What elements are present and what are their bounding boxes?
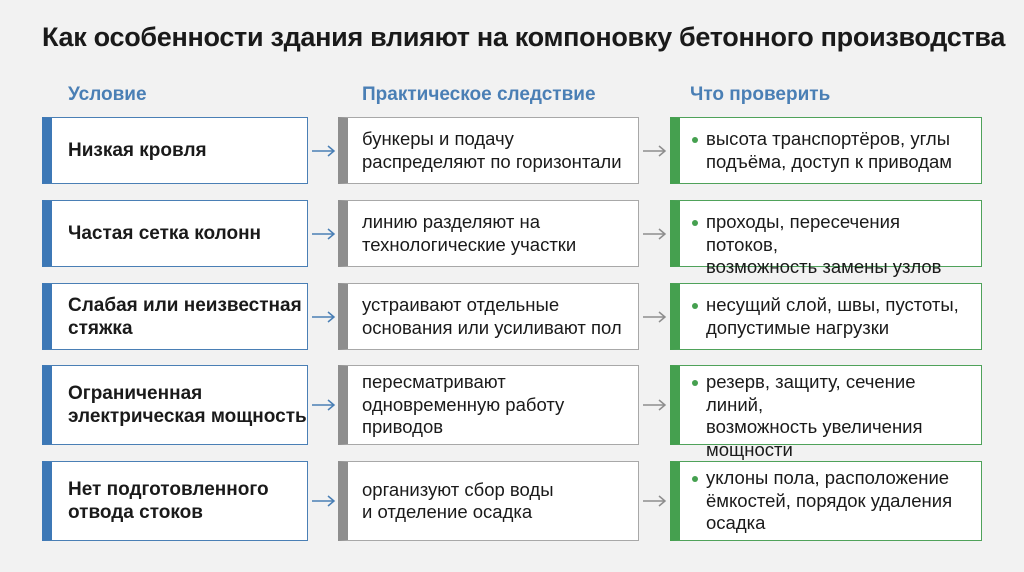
arrow-right-icon <box>642 226 668 242</box>
condition-card <box>42 283 308 350</box>
arrow-right-icon <box>311 397 337 413</box>
page-title: Как особенности здания влияют на компоновку бетонного производства <box>42 22 1006 52</box>
check-card <box>670 365 982 460</box>
check-text: несущий слой, швы, пустоты, допустимые нагрузки <box>706 294 959 338</box>
consequence-text: бункеры и подачу распределяют по горизонтали <box>362 128 622 172</box>
table-row <box>0 117 1024 184</box>
condition-text: Низкая кровля <box>68 140 207 161</box>
consequence-text: организуют сбор воды и отделение осадка <box>362 478 554 522</box>
bullet-icon <box>692 137 698 143</box>
consequence-text: пересматривают одновременную работу приводов <box>362 371 565 438</box>
table-row <box>0 200 1024 277</box>
condition-card <box>42 117 308 184</box>
arrow-right-icon <box>311 226 337 242</box>
table-row <box>0 365 1024 460</box>
bullet-icon <box>692 476 698 482</box>
condition-text: Слабая или неизвестная стяжка <box>68 294 302 339</box>
condition-text: Ограниченная электрическая мощность <box>68 383 307 427</box>
check-card <box>670 117 982 184</box>
arrow-right-icon <box>311 309 337 325</box>
check-card <box>670 283 982 350</box>
check-text: высота транспортёров, углы подъёма, доступ к приводам <box>706 128 953 172</box>
check-text: проходы, пересечения потоков, возможность замены узлов <box>706 211 942 277</box>
column-header-check: Что проверить <box>690 84 831 105</box>
arrow-right-icon <box>311 143 337 159</box>
arrow-right-icon <box>311 493 337 509</box>
consequence-card <box>338 117 639 184</box>
condition-card <box>42 365 308 445</box>
check-text: резерв, защиту, сечение линий, возможность увеличения мощности <box>706 371 923 460</box>
consequence-text: устраивают отдельные основания или усиливают пол <box>362 294 622 338</box>
table-row <box>0 461 1024 541</box>
table-row <box>0 283 1024 350</box>
arrow-right-icon <box>642 397 668 413</box>
consequence-card <box>338 283 639 350</box>
arrow-right-icon <box>642 493 668 509</box>
condition-card <box>42 200 308 267</box>
arrow-right-icon <box>642 309 668 325</box>
check-text: уклоны пола, расположение ёмкостей, порядок удаления осадка <box>706 467 953 533</box>
arrow-right-icon <box>642 143 668 159</box>
check-card <box>670 461 982 541</box>
condition-text: Нет подготовленного отвода стоков <box>68 479 269 523</box>
consequence-text: линию разделяют на технологические участки <box>362 211 577 255</box>
check-card <box>670 200 982 277</box>
bullet-icon <box>692 303 698 309</box>
condition-card <box>42 461 308 541</box>
condition-text: Частая сетка колонн <box>68 223 262 244</box>
consequence-card <box>338 461 639 541</box>
bullet-icon <box>692 220 698 226</box>
column-header-consequence: Практическое следствие <box>362 84 596 105</box>
consequence-card <box>338 365 639 445</box>
consequence-card <box>338 200 639 267</box>
column-header-condition: Условие <box>68 84 147 105</box>
bullet-icon <box>692 380 698 386</box>
